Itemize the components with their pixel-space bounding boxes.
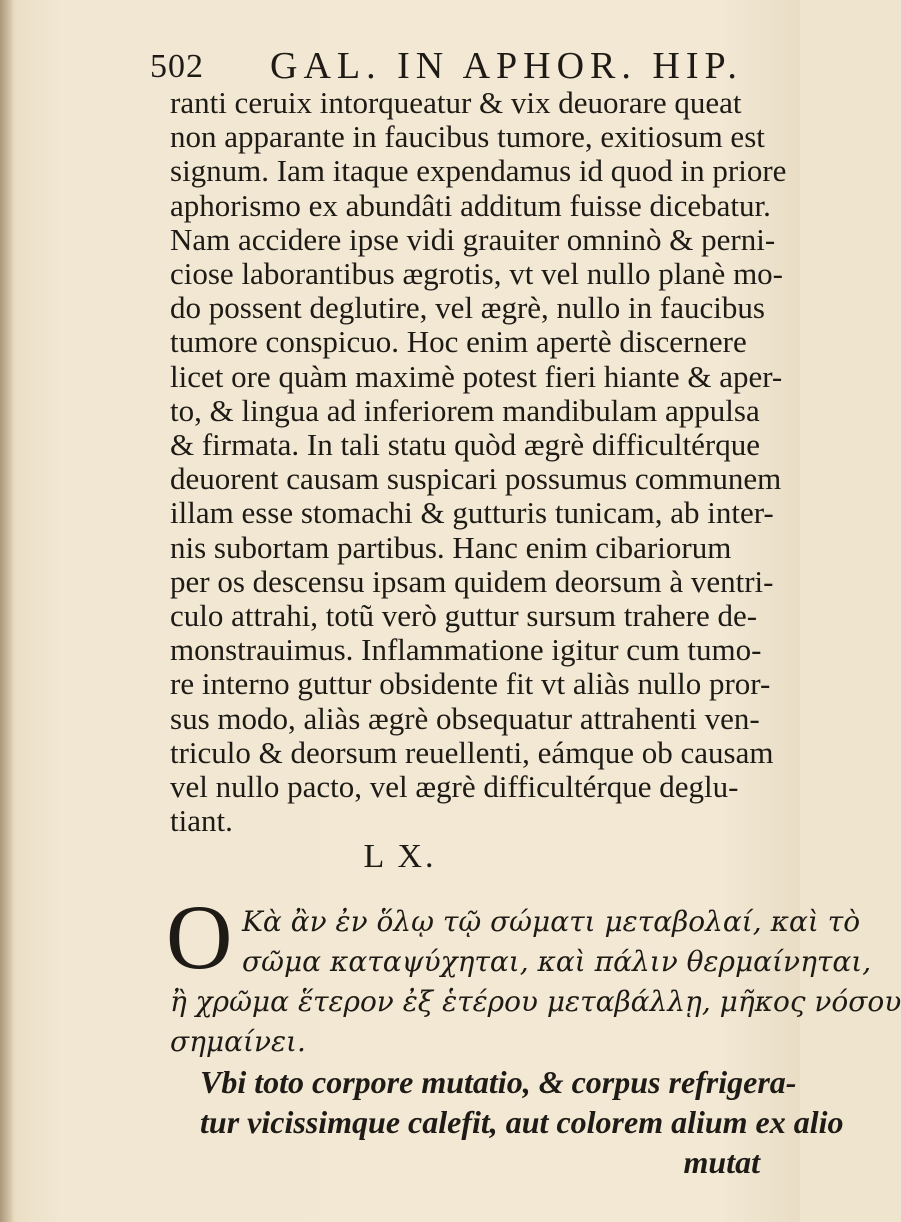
text-line: culo attrahi, totũ verò guttur sursum trahere de- xyxy=(170,598,758,634)
greek-line: σημαίνει. xyxy=(170,1025,306,1058)
greek-line: Κὰ ἂν ἐν ὅλῳ τῷ σώματι μεταβολαί, καὶ τὸ xyxy=(242,905,861,938)
text-line: to, & lingua ad inferiorem mandibulam appulsa xyxy=(170,392,760,428)
latin-translation xyxy=(200,1062,844,1182)
text-line: & firmata. In tali statu quòd ægrè difficultérque xyxy=(170,427,760,463)
text-line: signum. Iam itaque expendamus id quod in priore xyxy=(170,153,787,189)
text-line: sus modo, aliàs ægrè obsequatur attrahenti ven- xyxy=(170,700,760,736)
text-line: ciose laborantibus ægrotis, vt vel nullo planè mo- xyxy=(170,256,784,292)
drop-cap: O xyxy=(166,886,233,988)
text-line: vel nullo pacto, vel ægrè difficultérque deglu- xyxy=(170,769,739,805)
text-line: monstrauimus. Inflammatione igitur cum tumo- xyxy=(170,632,762,668)
text-line: Nam accidere ipse vidi grauiter omninò & perni- xyxy=(170,221,776,257)
running-title: GAL. IN APHOR. HIP. xyxy=(270,45,743,87)
text-line: deuorent causam suspicari possumus communem xyxy=(170,461,782,497)
greek-line: σῶμα καταψύχηται, καὶ πάλιν θερμαίνηται, xyxy=(242,945,872,978)
text-line: nis subortam partibus. Hanc enim cibariorum xyxy=(170,529,732,565)
aphorism-number-heading: L X. xyxy=(363,838,437,875)
text-line: aphorismo ex abundâti additum fuisse dicebatur. xyxy=(170,187,771,223)
page-number: 502 xyxy=(150,48,204,85)
text-line: tiant. xyxy=(170,803,233,839)
text-line: non apparante in faucibus tumore, exitiosum est xyxy=(170,119,765,155)
text-line: do possent deglutire, vel ægrè, nullo in faucibus xyxy=(170,290,765,326)
greek-line: ἢ χρῶμα ἕτερον ἐξ ἑτέρου μεταβάλλῃ, μῆκος νόσου xyxy=(170,985,901,1018)
text-line: ranti ceruix intorqueatur & vix deuorare queat xyxy=(170,85,742,120)
text-line: triculo & deorsum reuellenti, eámque ob causam xyxy=(170,734,774,770)
latin-line: tur vicissimque calefit, aut colorem alium ex alio xyxy=(200,1104,844,1140)
text-line: re interno guttur obsidente fit vt aliàs nullo pror- xyxy=(170,666,771,702)
book-spine-shadow xyxy=(0,0,14,1222)
latin-line: Vbi toto corpore mutatio, & corpus refrigera- xyxy=(200,1064,797,1100)
text-line: tumore conspicuo. Hoc enim apertè discernere xyxy=(170,324,747,360)
latin-line: mutat xyxy=(683,1144,760,1180)
text-line: licet ore quàm maximè potest fieri hiante & aper- xyxy=(170,358,783,394)
greek-aphorism xyxy=(166,886,901,1062)
text-line: illam esse stomachi & gutturis tunicam, ab inter- xyxy=(170,495,774,531)
text-line: per os descensu ipsam quidem deorsum à ventri- xyxy=(170,563,774,599)
commentary-text xyxy=(170,85,787,839)
